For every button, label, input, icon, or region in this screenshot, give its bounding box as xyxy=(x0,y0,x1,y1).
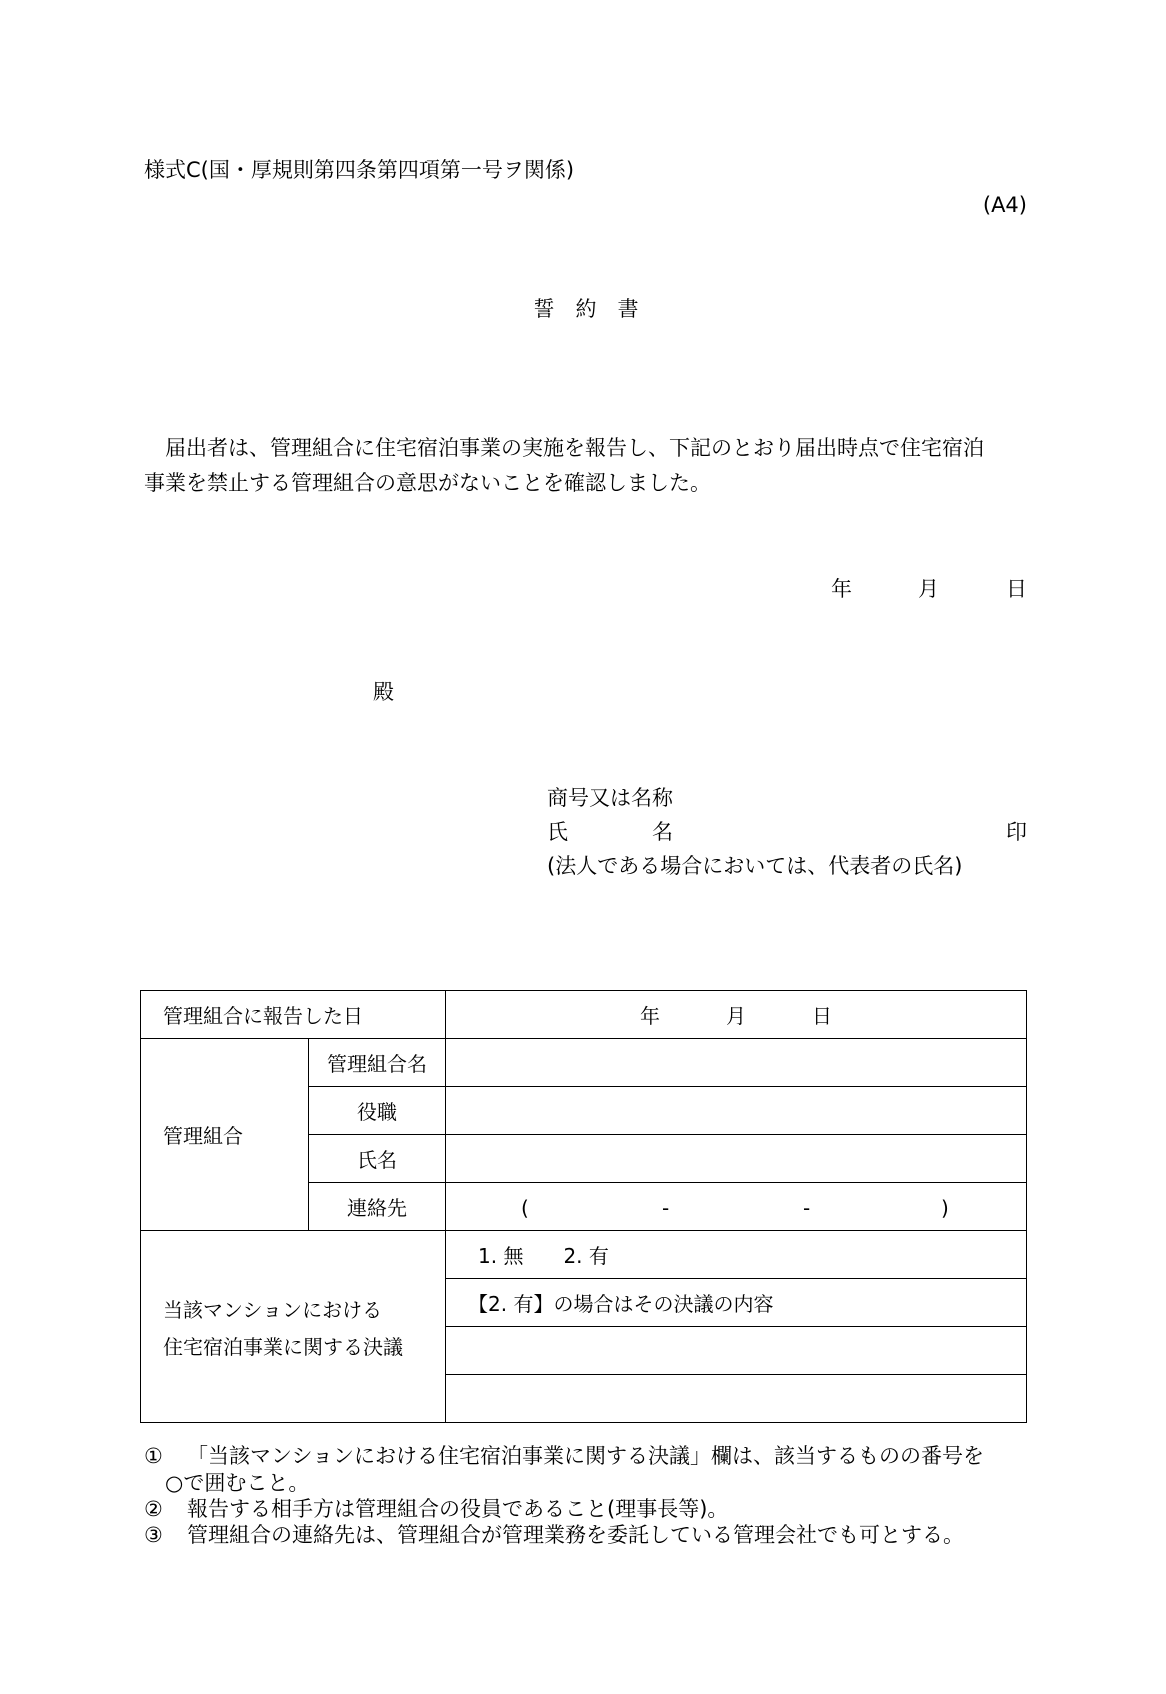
applicant-name-label: 氏 名 xyxy=(547,820,673,844)
representative-note: (法人である場合においては、代表者の氏名) xyxy=(547,854,963,878)
note-1-mark: ① xyxy=(144,1444,163,1468)
contact-open-paren: ( xyxy=(521,1195,529,1220)
resolution-label-line-2: 住宅宿泊事業に関する決議 xyxy=(163,1334,403,1359)
note-3-text: 管理組合の連絡先は、管理組合が管理業務を委託している管理会社でも可とする。 xyxy=(187,1523,964,1547)
date-day: 日 xyxy=(1006,577,1027,601)
report-year: 年 xyxy=(640,1004,660,1028)
paper-size: (A4) xyxy=(982,193,1027,217)
report-date-field[interactable] xyxy=(446,991,1027,1039)
trade-name-label: 商号又は名称 xyxy=(547,786,673,810)
position-field[interactable] xyxy=(446,1087,1027,1135)
association-name-label: 管理組合名 xyxy=(309,1039,446,1087)
contact-dash-1: - xyxy=(662,1195,670,1220)
contact-dash-2: - xyxy=(803,1195,811,1220)
note-1-text: 「当該マンションにおける住宅宿泊事業に関する決議」欄は、該当するものの番号を xyxy=(187,1444,985,1468)
note-2-mark: ② xyxy=(144,1497,163,1521)
body-line-1: 届出者は、管理組合に住宅宿泊事業の実施を報告し、下記のとおり届出時点で住宅宿泊 xyxy=(165,436,984,460)
body-line-2: 事業を禁止する管理組合の意思がないことを確認しました。 xyxy=(144,471,711,495)
name-label: 氏名 xyxy=(309,1135,446,1183)
resolution-label-line-1: 当該マンションにおける xyxy=(163,1297,383,1322)
contact-field[interactable] xyxy=(446,1183,1027,1231)
resolution-content-field-1[interactable] xyxy=(446,1327,1027,1375)
table-row xyxy=(141,1231,1027,1279)
date-month: 月 xyxy=(918,577,939,601)
position-label: 役職 xyxy=(309,1087,446,1135)
date-year: 年 xyxy=(831,577,852,601)
report-table xyxy=(140,990,1027,1423)
note-3-mark: ③ xyxy=(144,1523,163,1547)
resolution-content-field-2[interactable] xyxy=(446,1375,1027,1423)
resolution-options[interactable]: 1. 無 2. 有 xyxy=(446,1231,1027,1279)
report-day: 日 xyxy=(812,1004,832,1028)
contact-label: 連絡先 xyxy=(309,1183,446,1231)
report-month: 月 xyxy=(726,1004,746,1028)
seal-mark: 印 xyxy=(1006,820,1027,844)
resolution-content-label: 【2. 有】の場合はその決議の内容 xyxy=(446,1279,1027,1327)
table-row xyxy=(141,991,1027,1039)
addressee-suffix: 殿 xyxy=(373,680,394,704)
document-title: 誓 約 書 xyxy=(533,297,639,321)
contact-close-paren: ) xyxy=(941,1195,949,1220)
name-field[interactable] xyxy=(446,1135,1027,1183)
association-label: 管理組合 xyxy=(141,1039,309,1231)
table-row xyxy=(141,1039,1027,1087)
association-name-field[interactable] xyxy=(446,1039,1027,1087)
report-date-label: 管理組合に報告した日 xyxy=(141,991,446,1039)
resolution-label xyxy=(141,1231,446,1423)
note-2-text: 報告する相手方は管理組合の役員であること(理事長等)。 xyxy=(187,1497,729,1521)
note-1-cont: ○で囲むこと。 xyxy=(165,1471,310,1495)
form-label: 様式C(国・厚規則第四条第四項第一号ヲ関係) xyxy=(144,158,575,182)
